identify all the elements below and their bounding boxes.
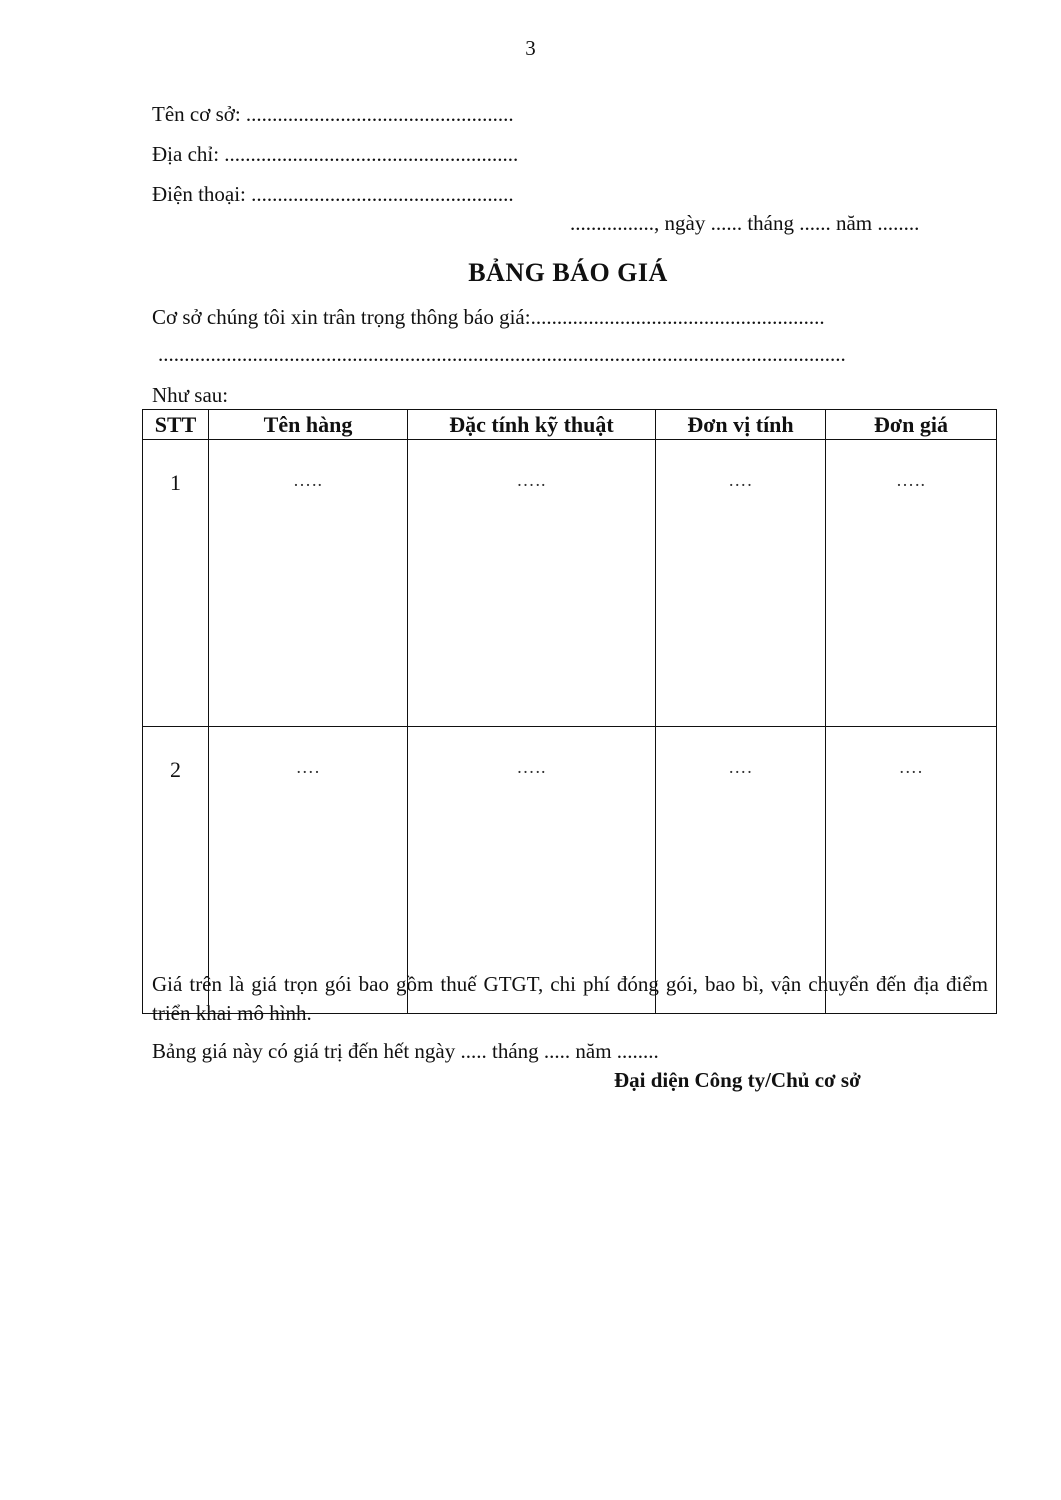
header-item-name: Tên hàng [209,410,408,440]
phone-field: Điện thoại: .................................................. [152,182,514,206]
document-title: BẢNG BÁO GIÁ [468,258,668,287]
validity-line: Bảng giá này có giá trị đến hết ngày ..... tháng ..... năm ........ [152,1039,659,1063]
address-field: Địa chỉ: ........................................................ [152,142,519,166]
header-unit: Đơn vị tính [656,410,826,440]
facility-name-field: Tên cơ sở: ................................................... [152,102,514,126]
header-stt: STT [143,410,209,440]
quote-table [142,409,997,1014]
signature-label: Đại diện Công ty/Chủ cơ sở [614,1068,861,1092]
cell-stt: 1 [143,440,209,727]
cell-item-name: …. [209,727,408,1014]
header-technical-specs: Đặc tính kỹ thuật [408,410,656,440]
page-number: 3 [525,36,536,60]
intro-continuation-line: ................................................................................................................................... [158,342,846,366]
date-line: ................, ngày ...... tháng ...... năm ........ [570,211,920,235]
cell-unit-price: ….. [826,440,997,727]
header-unit-price: Đơn giá [826,410,997,440]
cell-stt: 2 [143,727,209,1014]
table-row [143,440,997,727]
cell-technical-specs: ….. [408,440,656,727]
cell-item-name: ….. [209,440,408,727]
cell-technical-specs: ….. [408,727,656,1014]
cell-unit-price: …. [826,727,997,1014]
cell-unit: …. [656,727,826,1014]
price-note: Giá trên là giá trọn gói bao gồm thuế GTGT, chi phí đóng gói, bao bì, vận chuyển đến địa điểm triển khai mô hình. [152,972,988,1025]
table-header-row [143,410,997,440]
intro-as-follows: Như sau: [152,383,229,407]
intro-line: Cơ sở chúng tôi xin trân trọng thông báo giá:........................................................ [152,305,825,329]
cell-unit: …. [656,440,826,727]
